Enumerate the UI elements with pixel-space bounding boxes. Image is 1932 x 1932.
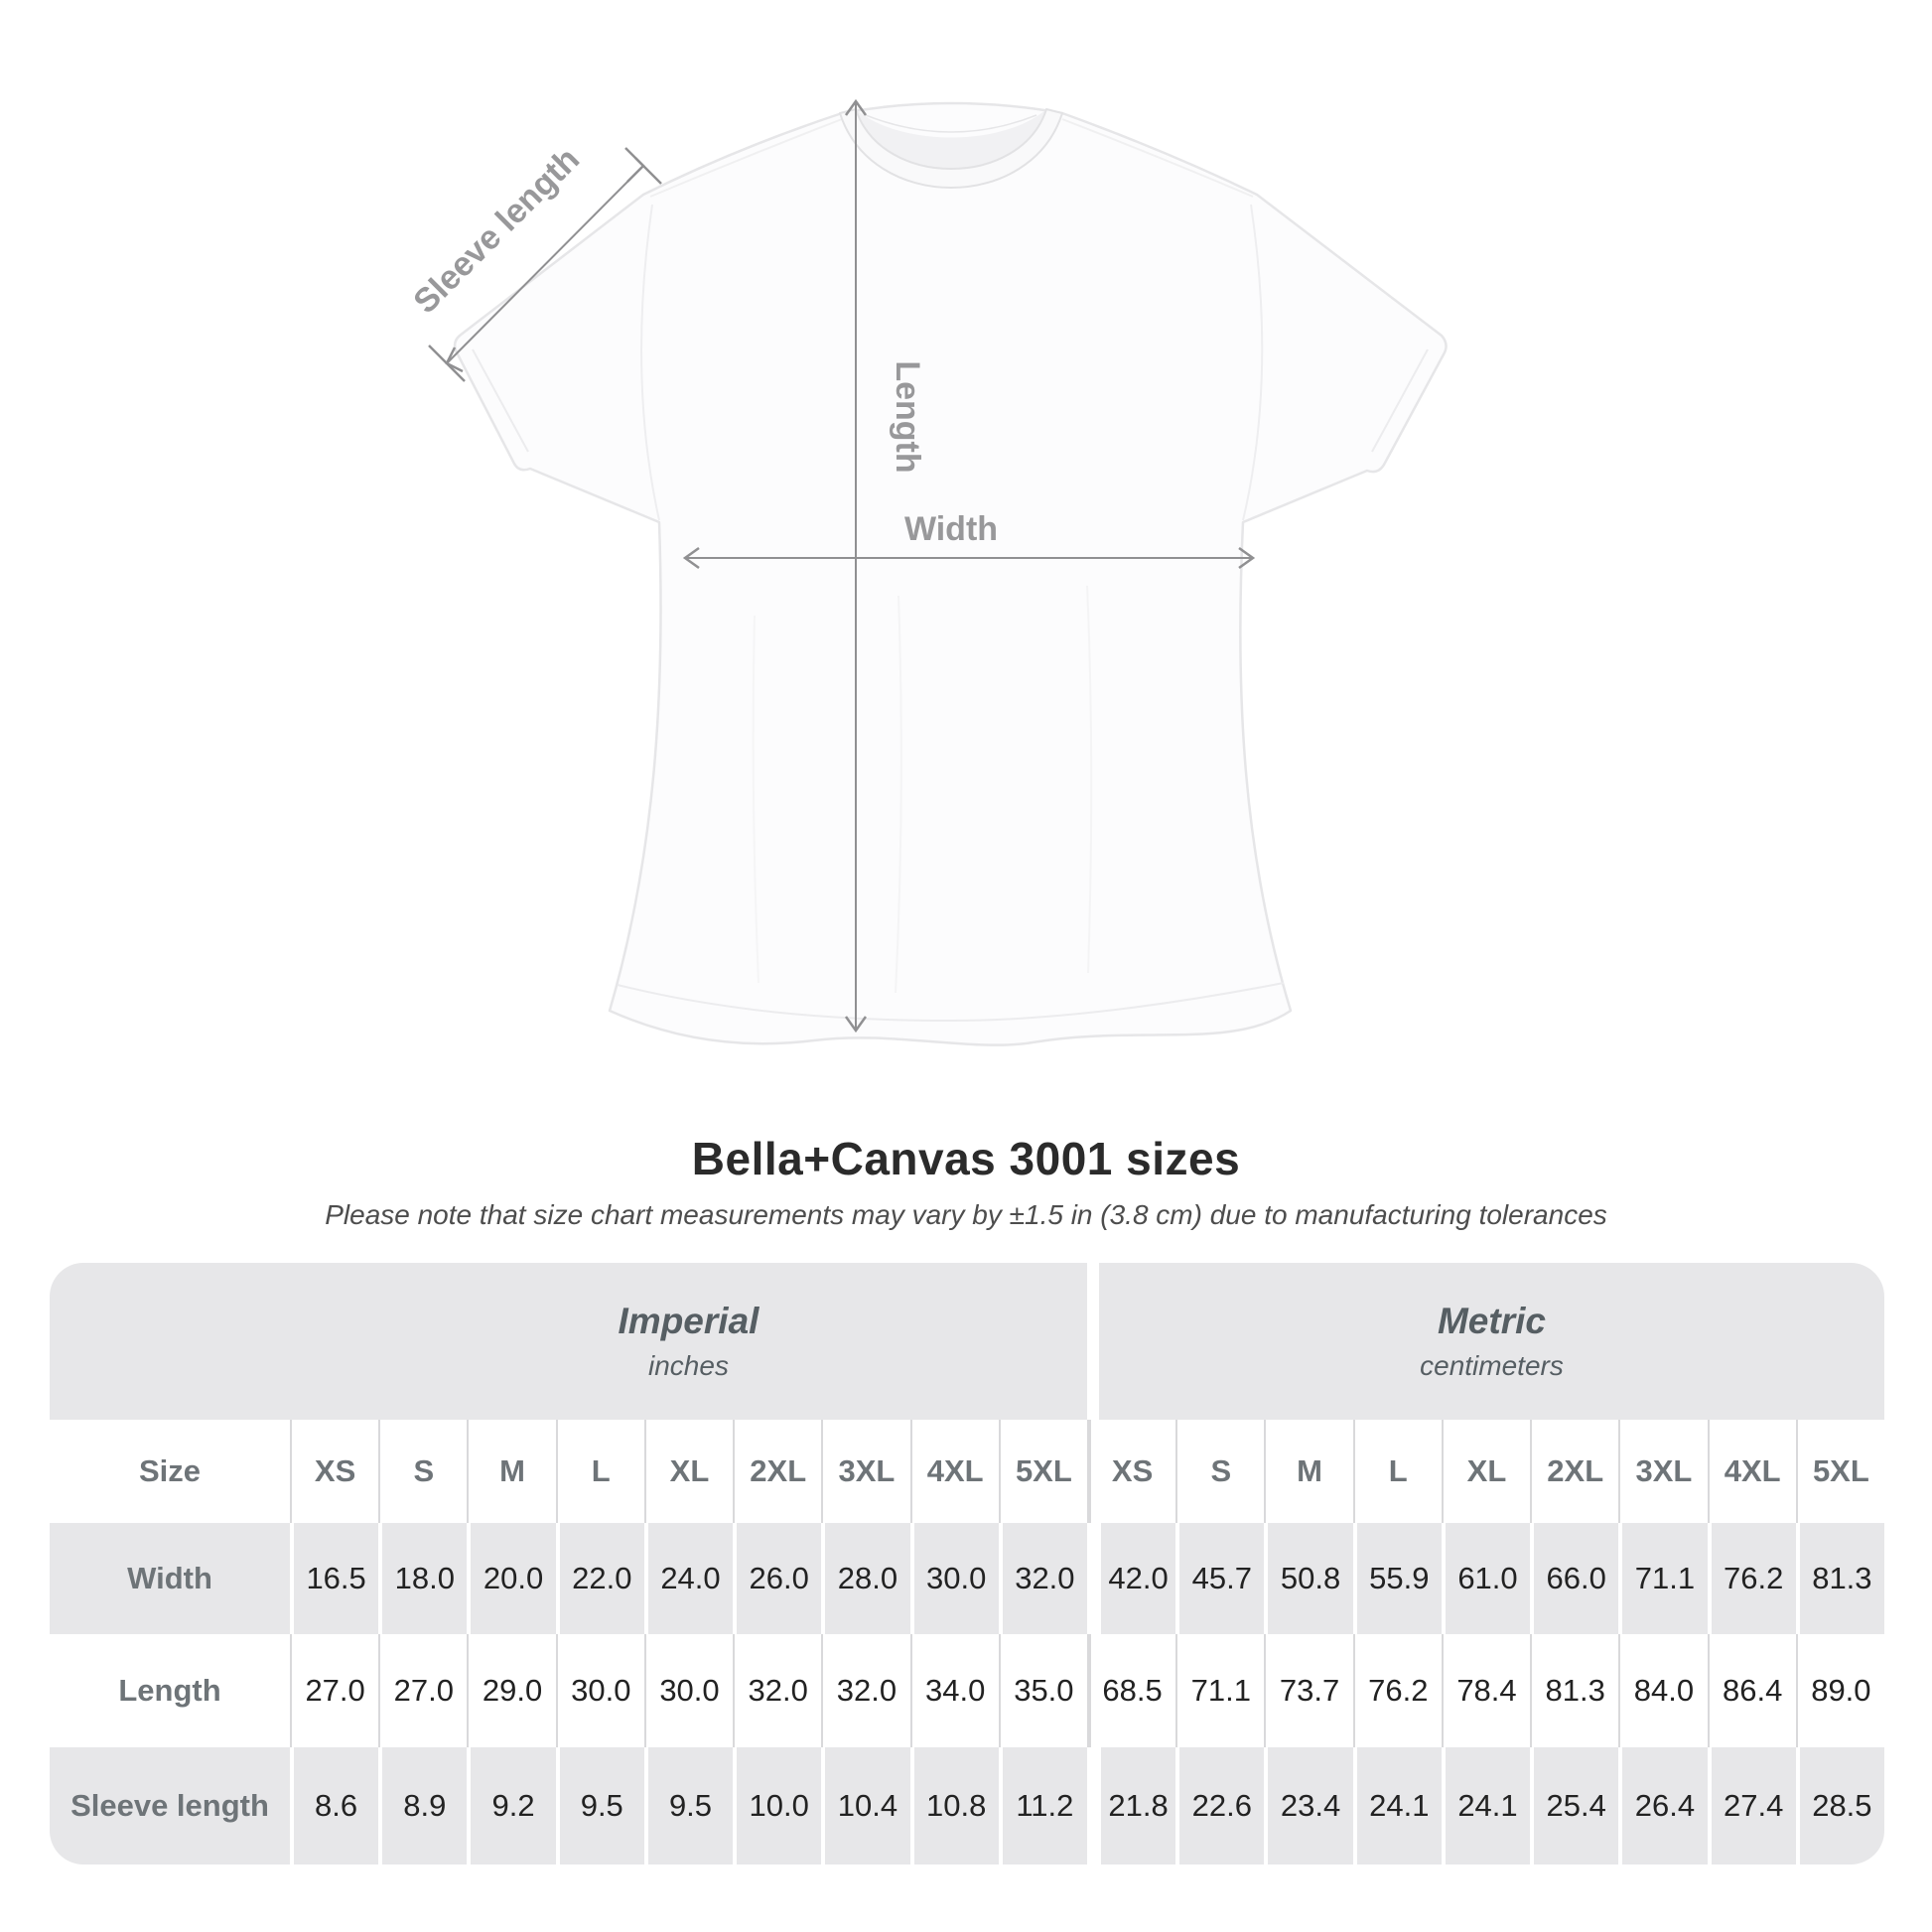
table-cell: 9.5 xyxy=(556,1747,644,1864)
table-cell: 28.5 xyxy=(1796,1747,1884,1864)
table-cell: 11.2 xyxy=(999,1747,1087,1864)
row-label: Sleeve length xyxy=(50,1747,290,1864)
table-cell: 10.4 xyxy=(821,1747,909,1864)
table-cell: 18.0 xyxy=(378,1523,467,1634)
size-col-header: 4XL xyxy=(1708,1420,1796,1523)
size-col-header: M xyxy=(467,1420,555,1523)
table-cell: 76.2 xyxy=(1353,1634,1442,1747)
size-col-header: XL xyxy=(1442,1420,1530,1523)
size-col-header: 4XL xyxy=(910,1420,999,1523)
section-name: Imperial xyxy=(618,1301,759,1341)
row-label: Width xyxy=(50,1523,290,1634)
table-cell: 21.8 xyxy=(1087,1747,1175,1864)
size-table xyxy=(50,1263,1884,1864)
table-cell: 45.7 xyxy=(1175,1523,1264,1634)
table-cell: 8.9 xyxy=(378,1747,467,1864)
table-cell: 78.4 xyxy=(1442,1634,1530,1747)
table-cell: 73.7 xyxy=(1264,1634,1352,1747)
table-cell: 30.0 xyxy=(556,1634,644,1747)
table-cell: 16.5 xyxy=(290,1523,378,1634)
size-col-header: 2XL xyxy=(1530,1420,1618,1523)
tshirt-illustration xyxy=(455,103,1446,1045)
table-cell: 22.6 xyxy=(1175,1747,1264,1864)
section-header-metric xyxy=(1087,1263,1884,1420)
table-cell: 71.1 xyxy=(1618,1523,1707,1634)
table-cell: 68.5 xyxy=(1087,1634,1175,1747)
table-cell: 32.0 xyxy=(733,1634,821,1747)
table-cell: 25.4 xyxy=(1530,1747,1618,1864)
table-cell: 34.0 xyxy=(910,1634,999,1747)
table-cell: 84.0 xyxy=(1618,1634,1707,1747)
table-cell: 50.8 xyxy=(1264,1523,1352,1634)
table-cell: 30.0 xyxy=(644,1634,733,1747)
page-subtitle: Please note that size chart measurements may vary by ±1.5 in (3.8 cm) due to manufacturing tolerances xyxy=(325,1199,1607,1230)
table-cell: 24.0 xyxy=(644,1523,733,1634)
size-col-header: XS xyxy=(290,1420,378,1523)
size-corner-header: Size xyxy=(50,1420,290,1523)
table-cell: 9.5 xyxy=(644,1747,733,1864)
size-col-header: S xyxy=(378,1420,467,1523)
size-col-header: M xyxy=(1264,1420,1352,1523)
table-cell: 76.2 xyxy=(1708,1523,1796,1634)
table-cell: 9.2 xyxy=(467,1747,555,1864)
table-cell: 89.0 xyxy=(1796,1634,1884,1747)
size-col-header: 5XL xyxy=(999,1420,1087,1523)
table-cell: 35.0 xyxy=(999,1634,1087,1747)
table-cell: 81.3 xyxy=(1530,1634,1618,1747)
size-col-header: XS xyxy=(1087,1420,1175,1523)
table-cell: 10.0 xyxy=(733,1747,821,1864)
section-header-imperial xyxy=(290,1263,1087,1420)
table-cell: 81.3 xyxy=(1796,1523,1884,1634)
table-corner-blank xyxy=(50,1263,290,1420)
size-col-header: L xyxy=(556,1420,644,1523)
size-col-header: 5XL xyxy=(1796,1420,1884,1523)
row-label: Length xyxy=(50,1634,290,1747)
table-cell: 28.0 xyxy=(821,1523,909,1634)
size-col-header: 3XL xyxy=(1618,1420,1707,1523)
section-unit: inches xyxy=(648,1350,729,1381)
table-cell: 24.1 xyxy=(1353,1747,1442,1864)
length-dimension-label: Length xyxy=(889,360,926,474)
section-name: Metric xyxy=(1437,1301,1546,1341)
table-cell: 27.0 xyxy=(290,1634,378,1747)
table-cell: 8.6 xyxy=(290,1747,378,1864)
table-cell: 24.1 xyxy=(1442,1747,1530,1864)
table-cell: 27.0 xyxy=(378,1634,467,1747)
table-cell: 86.4 xyxy=(1708,1634,1796,1747)
table-cell: 23.4 xyxy=(1264,1747,1352,1864)
table-cell: 26.4 xyxy=(1618,1747,1707,1864)
size-col-header: L xyxy=(1353,1420,1442,1523)
table-cell: 22.0 xyxy=(556,1523,644,1634)
table-cell: 32.0 xyxy=(821,1634,909,1747)
table-cell: 66.0 xyxy=(1530,1523,1618,1634)
section-unit: centimeters xyxy=(1420,1350,1564,1381)
table-cell: 32.0 xyxy=(999,1523,1087,1634)
size-col-header: 3XL xyxy=(821,1420,909,1523)
width-dimension-label: Width xyxy=(903,510,999,548)
table-cell: 42.0 xyxy=(1087,1523,1175,1634)
table-cell: 30.0 xyxy=(910,1523,999,1634)
table-cell: 26.0 xyxy=(733,1523,821,1634)
table-cell: 61.0 xyxy=(1442,1523,1530,1634)
table-cell: 10.8 xyxy=(910,1747,999,1864)
size-col-header: XL xyxy=(644,1420,733,1523)
page-title: Bella+Canvas 3001 sizes xyxy=(691,1133,1241,1184)
table-cell: 29.0 xyxy=(467,1634,555,1747)
size-col-header: S xyxy=(1175,1420,1264,1523)
table-cell: 27.4 xyxy=(1708,1747,1796,1864)
size-col-header: 2XL xyxy=(733,1420,821,1523)
table-cell: 20.0 xyxy=(467,1523,555,1634)
table-cell: 55.9 xyxy=(1353,1523,1442,1634)
sleeve-length-dimension-label: Sleeve length xyxy=(406,140,588,322)
table-cell: 71.1 xyxy=(1175,1634,1264,1747)
